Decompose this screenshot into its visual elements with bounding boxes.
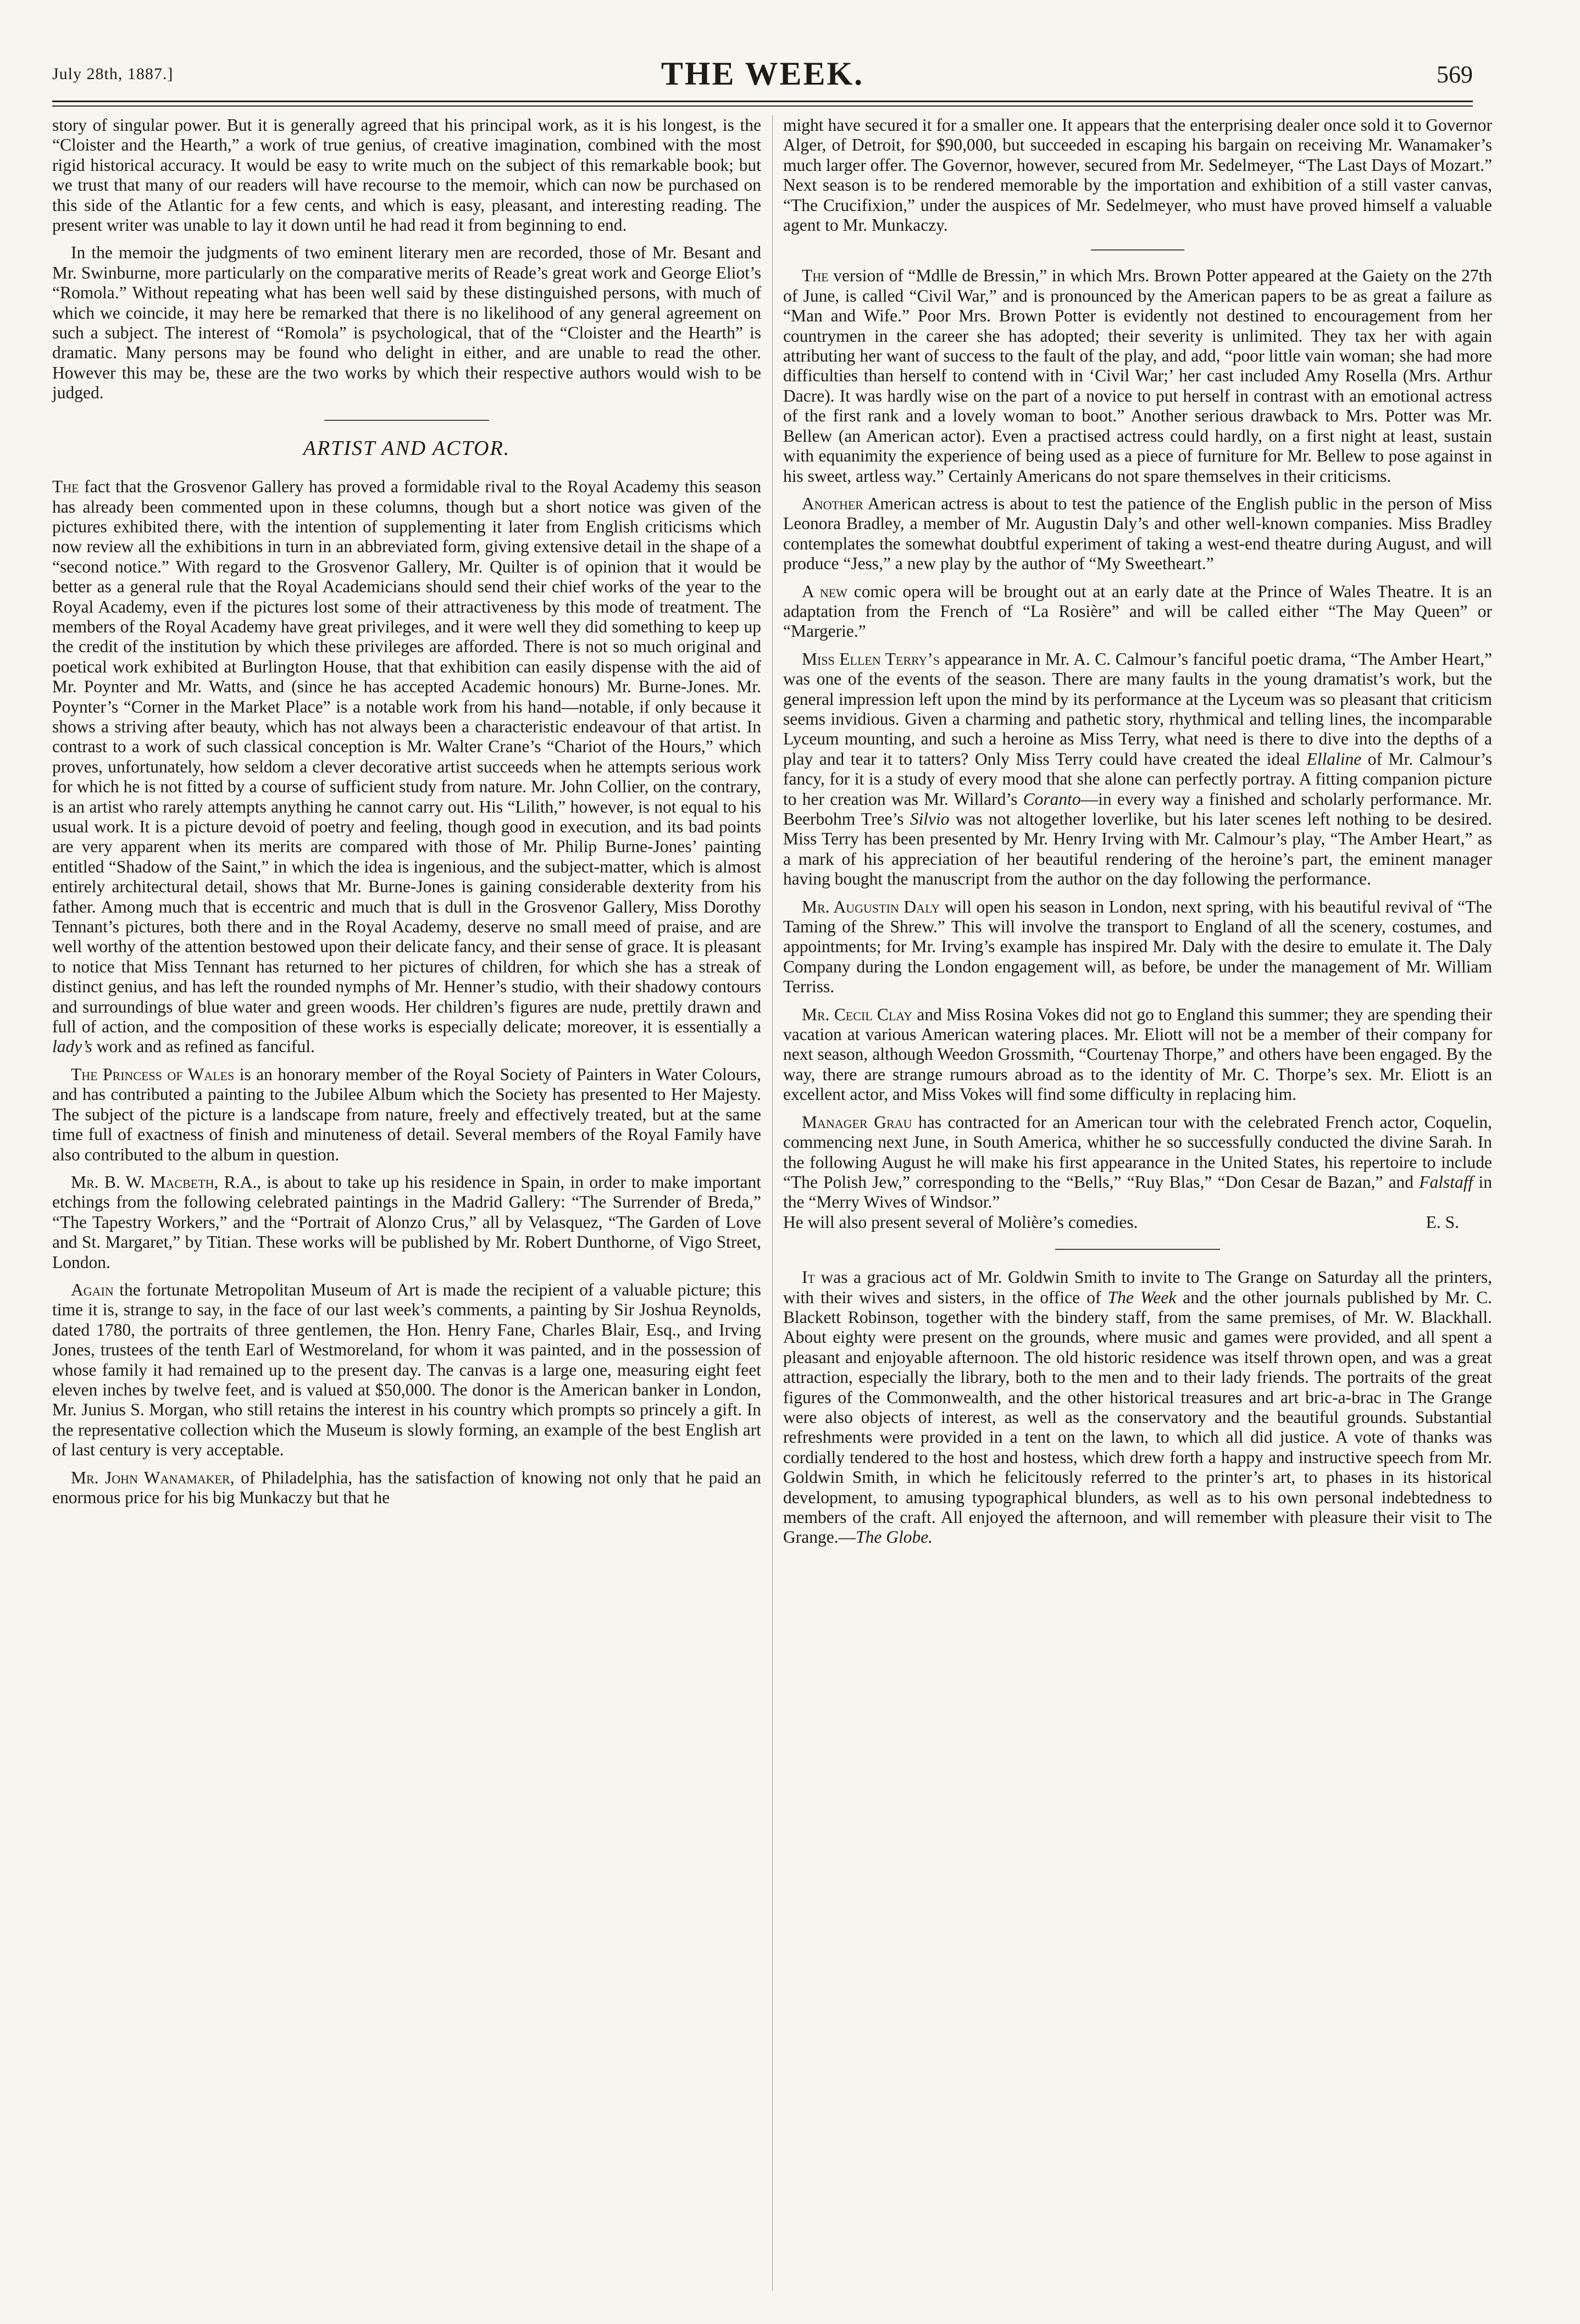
section-separator — [324, 420, 489, 421]
lead-in: Mr. B. W. Macbeth, — [71, 1172, 219, 1192]
masthead — [52, 55, 1473, 99]
article-paragraph: The Princess of Wales is an honorary member of the Royal Society of Painters in Water Colours, and has contributed a painting to the Jubilee Album which the Society has presented to Her Majesty. The subject of the picture is a landscape from nature, freely and effectively treated, but at the same time full of exactness of finish and minuteness of detail. Several members of the Royal Family have also contributed to the album in question. — [52, 1064, 762, 1164]
author-signature: E. S. — [1426, 1212, 1459, 1232]
masthead-rule — [52, 101, 1473, 102]
article-paragraph: Mr. B. W. Macbeth, R.A., is about to take up his residence in Spain, in order to make important etchings from the following celebrated paintings in the Madrid Gallery: “The Surrender of Breda,” “The Tapestry Workers,” and the “Portrait of Alonzo Crus,” all by Velasquez, “The Garden of Love and St. Margaret,” by Titian. These works will be published by Mr. Robert Dunthorne, of Vigo Street, London. — [52, 1172, 762, 1272]
issue-date: July 28th, 1887.] — [52, 65, 174, 83]
lead-in: The — [52, 477, 79, 497]
right-column — [783, 115, 1492, 1555]
article-paragraph: A new comic opera will be brought out at an early date at the Prince of Wales Theatre. It is an adaptation from the French of “La Rosière” and will be called either “The May Queen” or “Margerie.” — [783, 581, 1492, 641]
article-paragraph: Mr. John Wanamaker, of Philadelphia, has the satisfaction of knowing not only that he paid an enormous price for his big Munkaczy but that he — [52, 1467, 761, 1507]
article-paragraph: In the memoir the judgments of two eminent literary men are recorded, those of Mr. Besant and Mr. Swinburne, more particularly on the comparative merits of Reade’s great work and George Eliot’s “Romola.” Without repeating what has been well said by these distinguished persons, with much of which we coincide, it may here be remarked that there is no likelihood of any general agreement on such a subject. The interest of “Romola” is psychological, that of the “Cloister and the Hearth” is dramatic. Many persons may be found who delight in either, and are unable to read the other. However this may be, these are the two works by which their respective authors would wish to be judged. — [52, 243, 761, 403]
lead-in: It — [802, 1267, 815, 1287]
lead-in: Manager Grau — [802, 1112, 912, 1132]
article-paragraph: It was a gracious act of Mr. Goldwin Smith to invite to The Grange on Saturday all the printers, with their wives and sisters, in the office of The Week and the other journals published by Mr. C. Blackett Robinson, together with the bindery staff, from the same premises, of Mr. W. Blackhall. About eighty were present on the grounds, where music and games were provided, and all spent a pleasant and enjoyable afternoon. The old historic residence was itself thrown open, and was a great attraction, especially the library, both to the men and to their lady friends. The portraits of the great figures of the Commonwealth, and the other historical treasures and art bric-a-brac in The Grange were also objects of interest, as well as the conservatory and the beautiful grounds. Substantial refreshments were provided in a tent on the lawn, to which all did justice. A vote of thanks was cordially tendered to the host and hostess, which drew forth a happy and instructive speech from Mr. Goldwin Smith, in which he felicitously referred to the printer’s art, to phases in its historical development, to amusing typographical blunders, as well as to his own personal indebtedness to members of the craft. All enjoyed the afternoon, and will remember with pleasure their visit to The Grange.—The Globe. — [783, 1267, 1493, 1547]
article-paragraph: The fact that the Grosvenor Gallery has proved a formidable rival to the Royal Academy this season has already been commented upon in these columns, though but a short notice was given of the pictures exhibited there, with the intention of supplementing it later from English criticisms which now review all the exhibitions in turn in an abbreviated form, giving extensive detail in the shape of a “second notice.” With regard to the Grosvenor Gallery, Mr. Quilter is of opinion that it would be better as a general rule that the Royal Academicians should send their chief works of the year to the Royal Academy, even if the pictures lost some of their attractiveness by this mode of treatment. The members of the Royal Academy have great privileges, and it were well they did something to keep up the credit of the institution by which these privileges are afforded. There is not so much original and poetical work exhibited at Burlington House, that that exhibition can easily dispense with the aid of Mr. Poynter and Mr. Watts, and (since he has accepted Academic honours) Mr. Burne-Jones. Mr. Poynter’s “Corner in the Market Place” is a notable work from his hand—notable, if only because it shows a striving after beauty, which has not always been a characteristic endeavour of that artist. In contrast to a work of such classical conception is Mr. Walter Crane’s “Chariot of the Hours,” which proves, unfortunately, how seldom a clever decorative artist succeeds when he attempts serious work for which he is not fitted by a course of sufficient study from nature. Mr. John Collier, on the contrary, is an artist who rarely attempts anything he cannot carry out. His “Lilith,” however, is not equal to his usual work. It is a picture devoid of poetry and feeling, though good in execution, and its bad points are very apparent when its merits are compared with those of Mr. Philip Burne-Jones’ painting entitled “Shadow of the Saint,” in which the idea is ingenious, and the subject-matter, which is almost entirely architectural detail, shows that Mr. Burne-Jones is gaining considerable dexterity from his father. Among much that is eccentric and much that is dull in the Grosvenor Gallery, Miss Dorothy Tennant’s pictures, both there and in the Royal Academy, deserve no small meed of praise, and are well worthy of the attention bestowed upon their delicate fancy, and their sense of grace. It is pleasant to notice that Miss Tennant has returned to her pictures of children, for which she has a streak of distinct genius, and has left the rounded nymphs of Mr. Henner’s studio, with their shadowy contours and surroundings of blue water and green woods. Her children’s figures are nude, prettily drawn and full of action, and the composition of these works is especially delicate; moreover, it is essentially a lady’s work and as refined as fanciful. — [52, 477, 761, 1057]
lead-in: The Princess of Wales — [71, 1064, 235, 1084]
lead-in: The — [802, 266, 829, 286]
article-paragraph: Manager Grau has contracted for an American tour with the celebrated French actor, Coquelin, commencing next June, in South America, whither he so successfully conducted the divine Sarah. In the following August he will make his first appearance in the United States, his repertoire to include “The Polish Jew,” corresponding to the “Bells,” “Ruy Blas,” “Don Cesar de Bazan,” and Falstaff in the “Merry Wives of Windsor.” — [783, 1112, 1492, 1212]
section-heading: ARTIST AND ACTOR. — [303, 436, 511, 460]
page-number: 569 — [1437, 61, 1473, 88]
signature-line: He will also present several of Molière’s comedies. E. S. — [783, 1213, 1492, 1232]
lead-in: Mr. Cecil Clay — [802, 1004, 913, 1024]
lead-in: Mr. Augustin Daly — [802, 897, 940, 916]
left-column — [52, 115, 761, 1515]
section-separator — [1055, 1249, 1220, 1250]
article-paragraph: might have secured it for a smaller one. It appears that the enterprising dealer once sold it to Governor Alger, of Detroit, for $90,000, but succeeded in escaping his bargain on receiving Mr. Wanamaker’s much larger offer. The Governor, however, secured from Mr. Sedelmeyer, “The Last Days of Mozart.” Next season is to be rendered memorable by the importation and exhibition of a still vaster canvas, “The Crucifixion,” under the auspices of Mr. Sedelmeyer, who must have proved himself a valuable agent to Mr. Munkaczy. — [783, 115, 1492, 235]
section-separator — [1091, 249, 1184, 251]
column-divider — [772, 115, 773, 2291]
article-paragraph: Mr. Cecil Clay and Miss Rosina Vokes did not go to England this summer; they are spending their vacation at various American watering places. Mr. Eliott will not be a member of their company for next season, although Weedon Grossmith, “Courtenay Thorpe,” and others have been engaged. By the way, there are strange rumours abroad as to the identity of Mr. C. Thorpe’s sex. Mr. Eliott is an excellent actor, and Miss Vokes will find some difficulty in replacing him. — [783, 1004, 1492, 1104]
lead-in: A new — [802, 581, 847, 601]
source-attribution: The Globe. — [856, 1527, 933, 1547]
article-paragraph: Miss Ellen Terry’s appearance in Mr. A. C. Calmour’s fanciful poetic drama, “The Amber Heart,” was one of the events of the season. There are many faults in the young dramatist’s work, but the general impression left upon the mind by its performance at the Lyceum was so pleasant that criticism seems invidious. Given a charming and pathetic story, rhythmical and telling lines, the incomparable Lyceum mounting, and such a heroine as Miss Terry, what need is there to dive into the depths of a play and tear it to tatters? Only Miss Terry could have created the ideal Ellaline of Mr. Calmour’s fancy, for it is a study of every mood that she alone can perfectly portray. A fitting companion picture to her creation was Mr. Willard’s Coranto—in every way a finished and scholarly performance. Mr. Beerbohm Tree’s Silvio was not altogether loverlike, but his later scenes left nothing to be desired. Miss Terry has been presented by Mr. Henry Irving with Mr. Calmour’s play, “The Amber Heart,” as a mark of his appreciation of her beautiful rendering of the heroine’s part, the eminent manager having bought the manuscript from the author on the day following the performance. — [783, 649, 1493, 889]
lead-in: Miss Ellen Terry’s — [802, 649, 940, 669]
article-paragraph: story of singular power. But it is generally agreed that his principal work, as it is his longest, is the “Cloister and the Hearth,” a work of true genius, of creative imagination, combined with the most rigid historical accuracy. It would be easy to write much on the subject of this remarkable book; but we trust that many of our readers will have recourse to the memoir, which can now be purchased on this side of the Atlantic for a few cents, and which is easy, pleasant, and interesting reading. The present writer was unable to lay it down until he had read it from beginning to end. — [52, 115, 761, 235]
article-paragraph: The version of “Mdlle de Bressin,” in which Mrs. Brown Potter appeared at the Gaiety on the 27th of June, is called “Civil War,” and is pronounced by the American papers to be as great a failure as “Man and Wife.” Poor Mrs. Brown Potter is evidently not destined to encouragement from her countrymen in the career she has adopted; their severity is unlimited. They tax her with again attributing her want of success to the fault of the play, and add, “poor little vain woman; she had more difficulties than herself to contend with in ‘Civil War;’ her cast included Amy Rosella (Mrs. Arthur Dacre). It was hardly wise on the part of a novice to put herself in contrast with an emotional actress of the first rank and a lovely woman to boot.” Another serious drawback to Mrs. Potter was Mr. Bellew (an American actor). Even a practised actress could hardly, on a first night at least, sustain with equanimity the experience of being used as a piece of furniture for Mr. Bellew to pose against in his sweet, artless way.” Certainly Americans do not spare themselves in their criticisms. — [783, 266, 1492, 486]
publication-title: THE WEEK. — [661, 55, 864, 92]
lead-in: Another — [802, 493, 863, 513]
article-paragraph: Mr. Augustin Daly will open his season in London, next spring, with his beautiful revival of “The Taming of the Shrew.” This will involve the transport to England of all the scenery, costumes, and appointments; for Mr. Irving’s example has inspired Mr. Daly with the desire to emulate it. The Daly Company during the London engagement will, as before, be under the management of Mr. William Terriss. — [783, 897, 1492, 997]
article-paragraph: Again the fortunate Metropolitan Museum of Art is made the recipient of a valuable picture; this time it is, strange to say, in the face of our last week’s comments, a painting by Sir Joshua Reynolds, dated 1780, the portraits of three gentlemen, the Hon. Henry Fane, Charles Blair, Esq., and Irving Jones, trustees of the tenth Earl of Westmoreland, for whom it was painted, and in the possession of whose family it had remained up to the present day. The canvas is a large one, measuring eight feet eleven inches by twelve feet, and is valued at $50,000. The donor is the American banker in London, Mr. Junius S. Morgan, who still retains the interest in his country which prompts so princely a gift. In the representative collection which the Museum is slowly forming, an example of the best English art of last century is very acceptable. — [52, 1280, 761, 1460]
lead-in: Mr. John Wanamaker, — [71, 1467, 235, 1487]
article-paragraph: Another American actress is about to test the patience of the English public in the person of Miss Leonora Bradley, a member of Mr. Augustin Daly’s and other well-known companies. Miss Bradley contemplates the somewhat doubtful experiment of taking a west-end theatre during August, and will produce “Jess,” a new play by the author of “My Sweetheart.” — [783, 493, 1492, 574]
lead-in: Again — [71, 1280, 114, 1299]
masthead-rule-double — [52, 105, 1473, 107]
